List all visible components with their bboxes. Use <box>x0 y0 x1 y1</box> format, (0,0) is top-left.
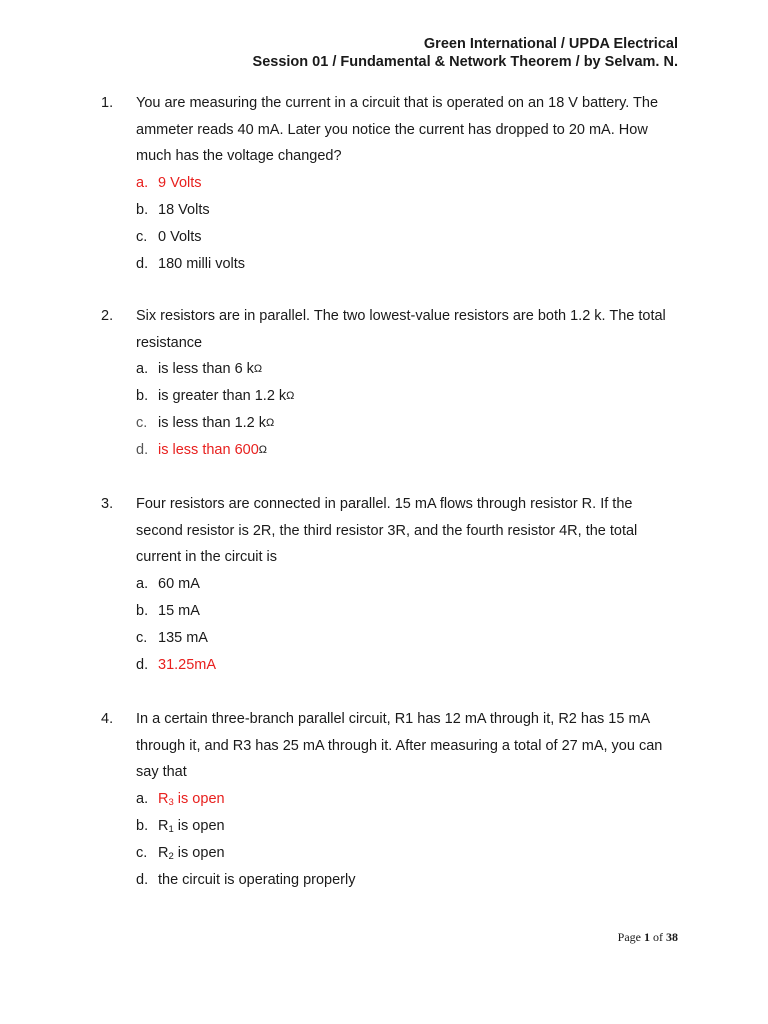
option-b <box>136 197 681 224</box>
option-text <box>158 786 225 813</box>
question-number: 4. <box>101 711 114 727</box>
option-a <box>136 571 681 598</box>
option-b <box>136 383 681 410</box>
option-a <box>136 356 681 383</box>
option-text: 15 mA <box>158 602 200 619</box>
resistor-subscript: 3 <box>168 796 174 808</box>
resistor-symbol: R <box>158 817 169 834</box>
question-number: 3. <box>101 496 114 512</box>
question-2 <box>101 303 681 464</box>
option-suffix: is open <box>173 844 225 861</box>
question-number: 2. <box>101 308 114 324</box>
question-number: 1. <box>101 95 114 111</box>
option-letter: b. <box>136 602 149 619</box>
option-suffix: is open <box>173 817 225 834</box>
current-page-number: 1 <box>644 930 650 944</box>
option-list <box>136 170 681 278</box>
ohm-symbol: Ω <box>253 363 263 375</box>
option-text <box>158 840 225 867</box>
resistor-symbol: R <box>158 790 169 807</box>
header-line-1: Green International / UPDA Electrical <box>423 36 678 52</box>
option-suffix: is open <box>173 790 225 807</box>
option-b <box>136 813 681 840</box>
header-line-2: Session 01 / Fundamental & Network Theorem / by Selvam. N. <box>252 54 678 70</box>
option-d <box>136 867 681 894</box>
resistor-subscript: 1 <box>168 823 174 835</box>
resistor-symbol: R <box>158 844 169 861</box>
option-letter: d. <box>136 656 149 673</box>
option-a <box>136 170 681 197</box>
page-label: Page <box>617 930 641 944</box>
option-text: 0 Volts <box>158 228 202 245</box>
option-a <box>136 786 681 813</box>
option-d <box>136 652 681 679</box>
option-letter: a. <box>136 174 149 191</box>
ohm-symbol: Ω <box>266 417 275 429</box>
option-text: 180 milli volts <box>158 255 246 272</box>
option-text: 9 Volts <box>158 174 202 191</box>
option-letter: c. <box>136 228 148 245</box>
option-text: is less than 6 k <box>158 361 254 377</box>
page-footer <box>618 930 678 945</box>
option-text: the circuit is operating properly <box>158 871 356 888</box>
option-c <box>136 625 681 652</box>
ohm-symbol: Ω <box>258 444 267 456</box>
option-list <box>136 786 681 894</box>
question-text: Four resistors are connected in parallel. 15 mA flows through resistor R. If the second resistor is 2R, the third resistor 3R, and the fourth resistor 4R, the total current in the circuit is <box>136 496 638 565</box>
document-header <box>253 35 678 71</box>
resistor-subscript: 2 <box>168 850 174 862</box>
option-letter: a. <box>136 575 149 592</box>
option-d <box>136 437 681 464</box>
option-text: 18 Volts <box>158 201 210 218</box>
option-letter: c. <box>136 844 148 861</box>
ohm-symbol: Ω <box>286 390 295 402</box>
option-text: 60 mA <box>158 575 200 592</box>
option-c <box>136 410 681 437</box>
question-3 <box>101 491 681 679</box>
option-letter: d. <box>136 442 149 458</box>
option-list <box>136 571 681 679</box>
question-text: You are measuring the current in a circuit that is operated on an 18 V battery. The ammeter reads 40 mA. Later you notice the current has dropped to 20 mA. How much has the voltage changed? <box>136 95 659 164</box>
question-1 <box>101 90 681 278</box>
option-letter: b. <box>136 817 149 834</box>
option-letter: b. <box>136 388 149 404</box>
option-text <box>158 813 225 840</box>
option-b <box>136 598 681 625</box>
option-c <box>136 840 681 867</box>
option-text: 135 mA <box>158 629 208 646</box>
option-d <box>136 251 681 278</box>
question-text: Six resistors are in parallel. The two lowest-value resistors are both 1.2 k. The total resistance <box>136 308 666 351</box>
option-letter: c. <box>136 415 148 431</box>
option-letter: a. <box>136 361 149 377</box>
option-letter: b. <box>136 201 149 218</box>
question-text: In a certain three-branch parallel circuit, R1 has 12 mA through it, R2 has 15 mA through it, and R3 has 25 mA through it. After measuring a total of 27 mA, you can say that <box>136 711 663 780</box>
option-text: is less than 600 <box>158 442 259 458</box>
total-pages-number: 38 <box>666 930 678 944</box>
option-letter: d. <box>136 871 149 888</box>
page-of-label: of <box>653 930 663 944</box>
option-letter: c. <box>136 629 148 646</box>
option-letter: d. <box>136 255 149 272</box>
option-text: 31.25mA <box>158 656 217 673</box>
option-c <box>136 224 681 251</box>
option-text: is greater than 1.2 k <box>158 388 287 404</box>
option-letter: a. <box>136 790 149 807</box>
option-text: is less than 1.2 k <box>158 415 266 431</box>
question-4 <box>101 706 681 894</box>
option-list <box>136 356 681 464</box>
